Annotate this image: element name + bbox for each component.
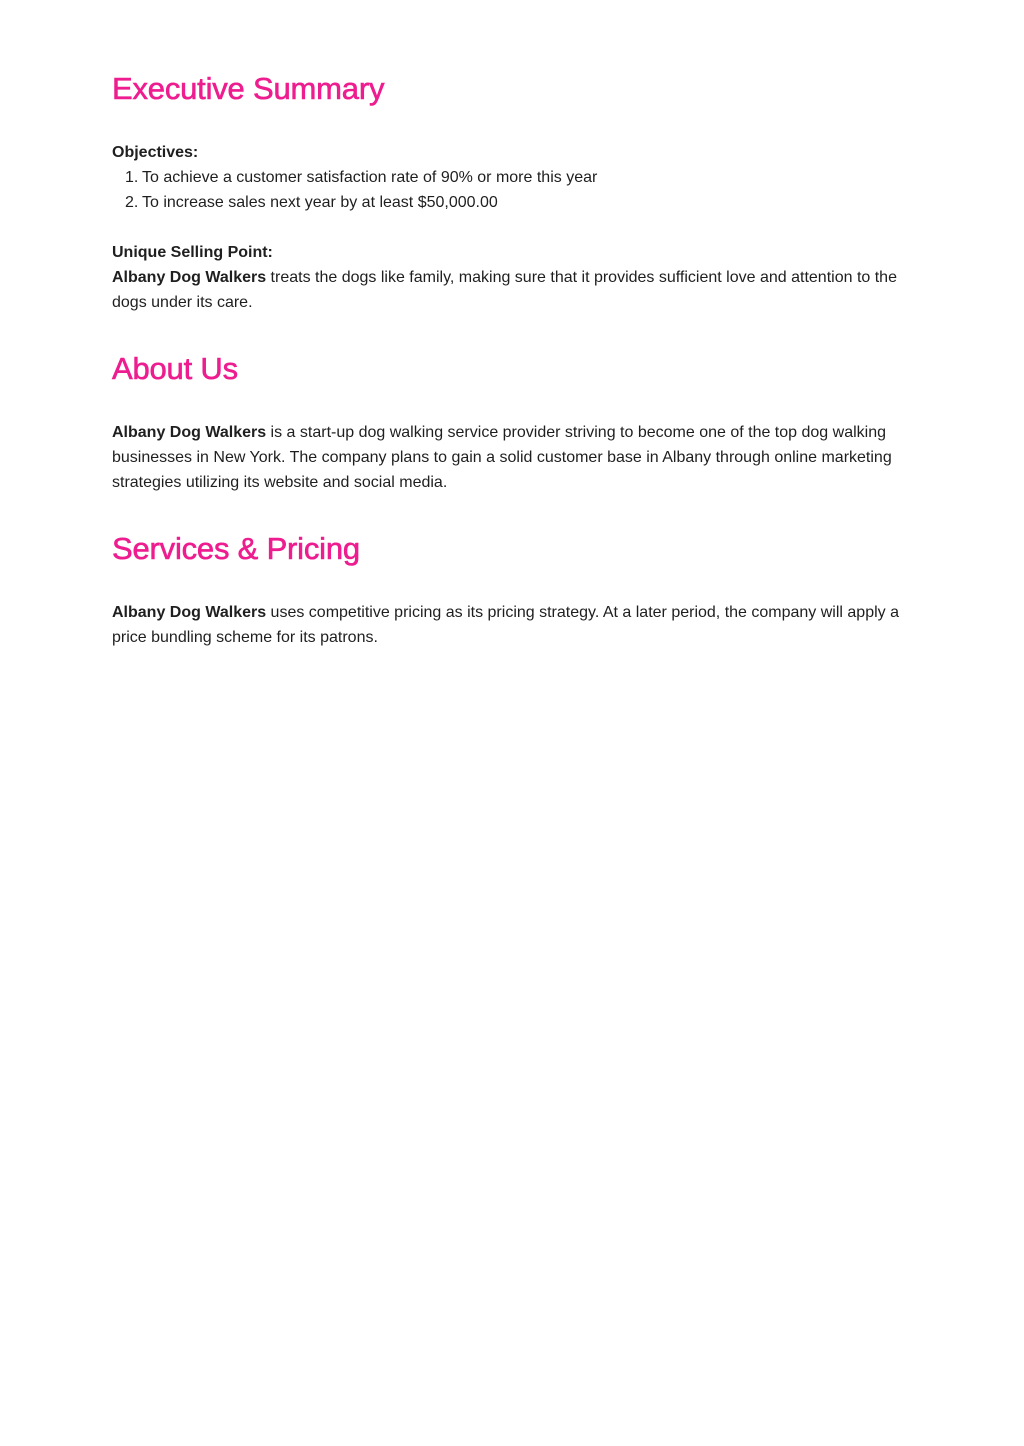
list-item-text: To increase sales next year by at least $50,000.00 bbox=[142, 194, 498, 211]
about-us-paragraph bbox=[112, 420, 902, 495]
list-item-text: To achieve a customer satisfaction rate of 90% or more this year bbox=[142, 169, 598, 186]
company-name: Albany Dog Walkers bbox=[112, 424, 267, 441]
list-item bbox=[125, 190, 597, 215]
services-pricing-text: uses competitive pricing as its pricing strategy. At a later period, the company will apply a price bundling scheme for its patrons. bbox=[112, 604, 899, 646]
about-us-heading: About Us bbox=[112, 351, 238, 386]
list-item bbox=[125, 165, 597, 190]
usp-paragraph bbox=[112, 265, 902, 315]
list-item-number: 1. bbox=[125, 169, 139, 186]
executive-summary-heading: Executive Summary bbox=[112, 71, 385, 106]
company-name: Albany Dog Walkers bbox=[112, 269, 267, 286]
objectives-list bbox=[112, 165, 597, 215]
usp-label: Unique Selling Point: bbox=[112, 244, 273, 261]
objectives-label: Objectives: bbox=[112, 144, 199, 161]
company-name: Albany Dog Walkers bbox=[112, 604, 267, 621]
usp-text: treats the dogs like family, making sure that it provides sufficient love and attention to the dogs under its care. bbox=[112, 269, 897, 311]
services-pricing-paragraph bbox=[112, 600, 902, 650]
list-item-number: 2. bbox=[125, 194, 139, 211]
services-pricing-heading: Services & Pricing bbox=[112, 531, 360, 566]
about-us-text: is a start-up dog walking service provider striving to become one of the top dog walking businesses in New York. The company plans to gain a solid customer base in Albany through online marketing strategies utilizing its website and social media. bbox=[112, 424, 892, 491]
